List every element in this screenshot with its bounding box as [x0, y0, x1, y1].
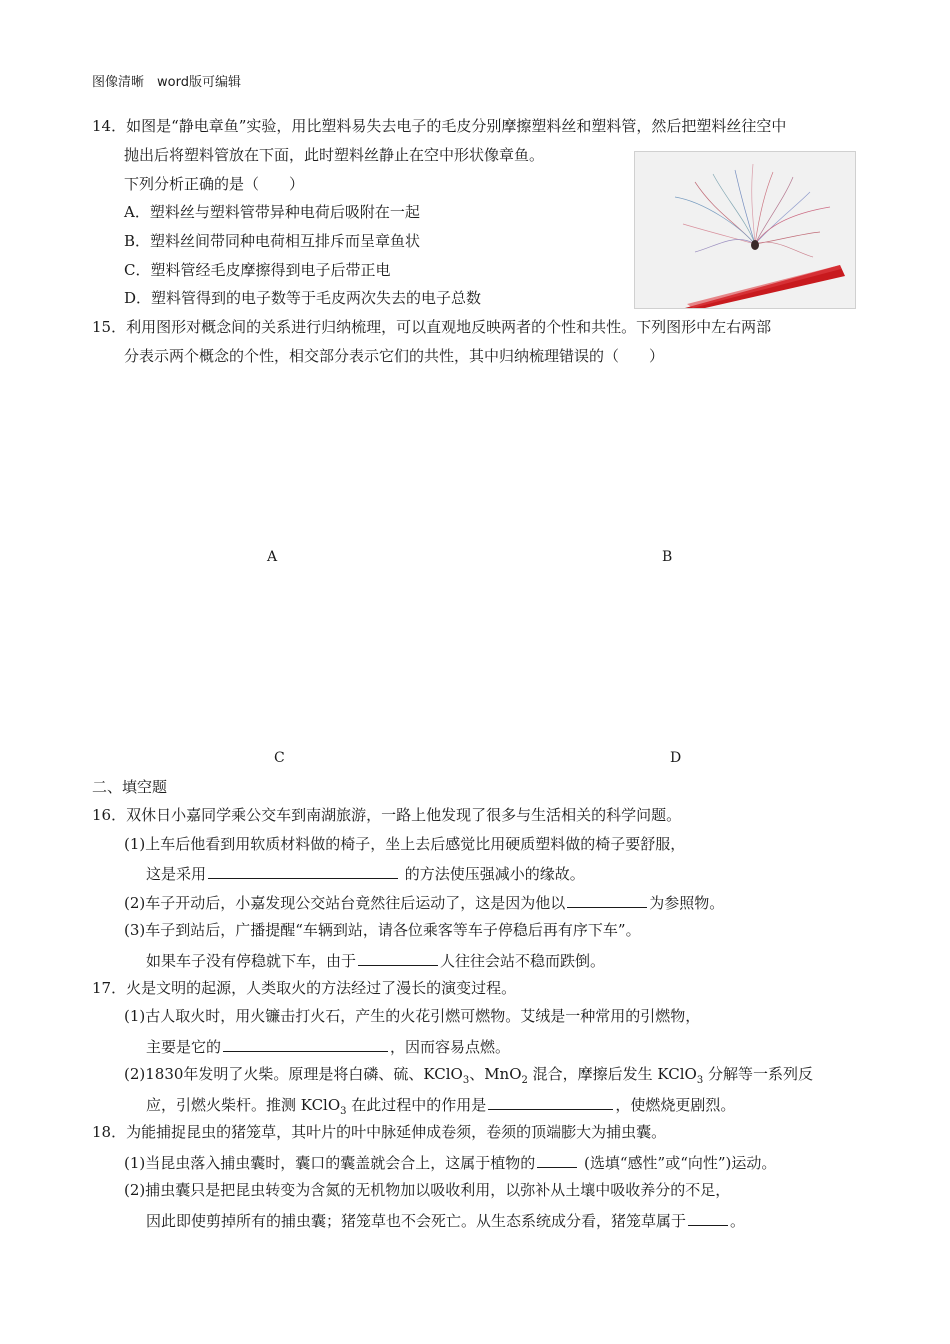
- q17-part1-text-before: 主要是它的: [146, 1038, 222, 1056]
- q14-stem-line1: 14．如图是“静电章鱼”实验，用比塑料易失去电子的毛皮分别摩擦塑料丝和塑料管，然后把塑料丝往空中: [92, 117, 787, 135]
- q17-part2-text-5: 应，引燃火柴杆。推测 KClO: [146, 1096, 341, 1114]
- q16-part2-text-after: 为参照物。: [649, 894, 725, 912]
- q17-blank-1[interactable]: [223, 1035, 388, 1052]
- q16-stem: 16．双休日小嘉同学乘公交车到南湖旅游，一路上他发现了很多与生活相关的科学问题。: [92, 806, 682, 824]
- q17-part2-text-1: (2)1830年发明了火柴。原理是将白磷、硫、KClO: [124, 1065, 463, 1083]
- q17-blank-2[interactable]: [488, 1093, 613, 1110]
- static-octopus-photo: [634, 151, 856, 309]
- q16-part3-line1: (3)车子到站后，广播提醒“车辆到站，请各位乘客等车子停稳后再有序下车”。: [124, 921, 641, 939]
- q16-part2-text-before: (2)车子开动后，小嘉发现公交站台竟然往后运动了，这是因为他以: [124, 894, 566, 912]
- page-header: 图像清晰 word版可编辑: [92, 75, 241, 90]
- q17-subscript-1: 3: [462, 1075, 470, 1086]
- q18-blank-2[interactable]: [688, 1209, 728, 1226]
- q16-blank-2[interactable]: [567, 891, 647, 908]
- q18-part1-text-after: (选填“感性”或“向性”)运动。: [579, 1154, 777, 1172]
- q18-part2-text-before: 因此即使剪掉所有的捕虫囊；猪笼草也不会死亡。从生态系统成分看，猪笼草属于: [146, 1212, 687, 1230]
- section-heading-fill-in: 二、填空题: [92, 778, 168, 796]
- q14-option-a: A．塑料丝与塑料管带异种电荷后吸附在一起: [124, 203, 420, 221]
- q18-part1-text-before: (1)当昆虫落入捕虫囊时，囊口的囊盖就会合上，这属于植物的: [124, 1154, 536, 1172]
- q17-part1-line2: [146, 1035, 510, 1057]
- q18-blank-1[interactable]: [537, 1151, 577, 1168]
- q18-part2-line1: (2)捕虫囊只是把昆虫转变为含氮的无机物加以吸收利用，以弥补从土壤中吸收养分的不足，: [124, 1181, 731, 1199]
- static-octopus-illustration: [635, 152, 855, 308]
- q17-subscript-4: 3: [340, 1106, 347, 1117]
- q17-part1-line1: (1)古人取火时，用火镰击打火石，产生的火花引燃可燃物。艾绒是一种常用的引燃物，: [124, 1007, 701, 1025]
- q18-part2-line2: [146, 1209, 745, 1231]
- q16-part1-text-before: 这是采用: [146, 865, 207, 883]
- q17-part2-text-6: 在此过程中的作用是: [346, 1096, 487, 1114]
- q18-part1: [124, 1151, 776, 1173]
- q16-part1-line1: (1)上车后他看到用软质材料做的椅子，坐上去后感觉比用硬质塑料做的椅子要舒服，: [124, 835, 686, 853]
- q17-subscript-3: 3: [696, 1075, 704, 1086]
- q17-part2-text-2: 、MnO: [469, 1065, 522, 1083]
- q16-part1-line2: [146, 862, 585, 884]
- q15-label-a: A: [267, 549, 278, 565]
- q18-part2-text-after: 。: [730, 1212, 746, 1230]
- q16-blank-1[interactable]: [208, 862, 398, 879]
- q16-part2: [124, 891, 724, 913]
- q14-stem-line3: 下列分析正确的是（ ）: [124, 175, 305, 193]
- q17-subscript-2: 2: [521, 1075, 528, 1086]
- q17-part2-line2: [146, 1093, 735, 1122]
- q14-stem-line2: 抛出后将塑料管放在下面，此时塑料丝静止在空中形状像章鱼。: [124, 146, 545, 164]
- q16-part1-text-after: 的方法使压强减小的缘故。: [400, 865, 585, 883]
- q16-part3-text-after: 人往往会站不稳而跌倒。: [440, 952, 606, 970]
- q15-label-d: D: [670, 750, 682, 766]
- q15-label-c: C: [274, 750, 285, 766]
- q14-option-c: C．塑料管经毛皮摩擦得到电子后带正电: [124, 261, 391, 279]
- q14-option-b: B．塑料丝间带同种电荷相互排斥而呈章鱼状: [124, 232, 421, 250]
- q14-option-d: D．塑料管得到的电子数等于毛皮两次失去的电子总数: [124, 289, 482, 307]
- q15-stem-line2: 分表示两个概念的个性，相交部分表示它们的共性，其中归纳梳理错误的（ ）: [124, 347, 665, 365]
- q17-stem: 17．火是文明的起源，人类取火的方法经过了漫长的演变过程。: [92, 979, 517, 997]
- q15-label-b: B: [662, 549, 673, 565]
- q17-part2-text-4: 分解等一系列反: [703, 1065, 813, 1083]
- q17-part2-text-3: 混合，摩擦后发生 KClO: [527, 1065, 697, 1083]
- q17-part1-text-after: ，因而容易点燃。: [390, 1038, 511, 1056]
- q18-stem: 18．为能捕捉昆虫的猪笼草，其叶片的叶中脉延伸成卷须，卷须的顶端膨大为捕虫囊。: [92, 1123, 667, 1141]
- q15-stem-line1: 15．利用图形对概念间的关系进行归纳梳理，可以直观地反映两者的个性和共性。下列图形中左右两部: [92, 318, 772, 336]
- q17-part2-line1: [124, 1064, 813, 1091]
- q16-part3-text-before: 如果车子没有停稳就下车，由于: [146, 952, 357, 970]
- q16-blank-3[interactable]: [358, 949, 438, 966]
- q16-part3-line2: [146, 949, 605, 971]
- q17-part2-text-7: ，使燃烧更剧烈。: [615, 1096, 736, 1114]
